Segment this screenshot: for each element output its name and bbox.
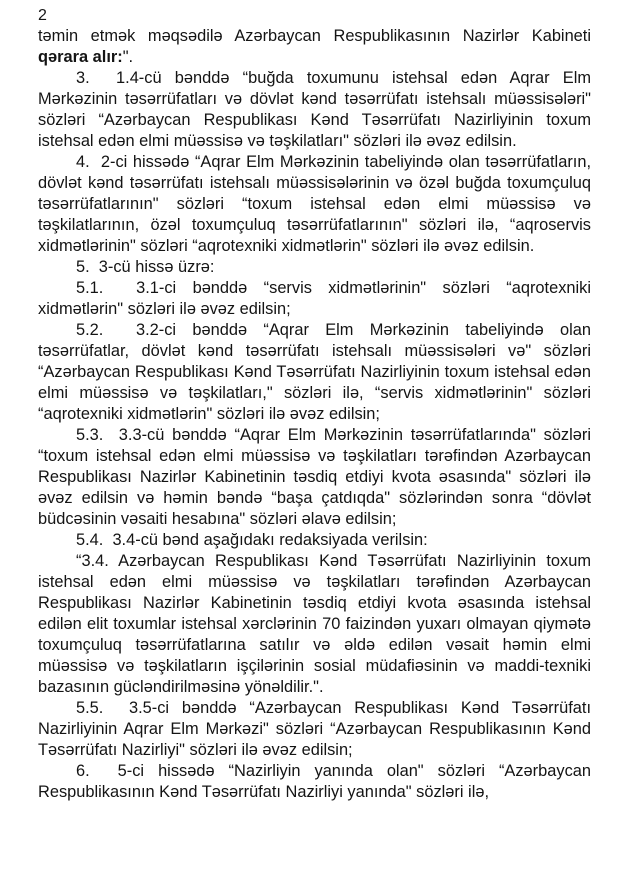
paragraph-quoted-3-4: “3.4. Azərbaycan Respublikası Kənd Təsərrüfatı Nazirliyinin toxum istehsal edən elmi müəssisə və təşkilatları tərəfindən Azərbaycan Respublikası Nazirlər Kabinetinin təsdiq etdiyi kvota əsasında istehsal edilən elit toxumlar istehsal xərclərinin 70 faizindən yuxarı olmayan qiymətə toxumçuluq təsərrüfatlarına satılır və əldə edilən vəsait həmin elmi müəssisə və təşkilatların işçilərinin sosial müdafiəsinin və maddi-texniki bazasının gücləndirilməsinə yönəldilir.". xyxy=(38,552,591,696)
paragraph-item-5-5: 5.5. 3.5-ci bənddə “Azərbaycan Respublikası Kənd Təsərrüfatı Nazirliyinin Aqrar Elm Mərkəzi" sözləri “Azərbaycan Respublikasının Kənd Təsərrüfatı Nazirliyi" sözləri ilə əvəz edilsin; xyxy=(38,699,591,759)
intro-bold-text: qərara alır: xyxy=(38,48,123,66)
paragraph-intro xyxy=(38,26,591,68)
paragraph-item-5: 5. 3-cü hissə üzrə: xyxy=(76,258,215,276)
paragraph-item-5-1: 5.1. 3.1-ci bənddə “servis xidmətlərinin" sözləri “aqrotexniki xidmətlərin" sözləri ilə əvəz edilsin; xyxy=(38,279,591,318)
paragraph-item-3: 3. 1.4-cü bənddə “buğda toxumunu istehsal edən Aqrar Elm Mərkəzinin təsərrüfatları və dövlət kənd təsərrüfatı istehsalı müəssisələri" sözləri “Azərbaycan Respublikası Kənd Təsərrüfatı Nazirliyinin toxum istehsal edən elmi müəssisə və təşkilatları" sözləri ilə əvəz edilsin. xyxy=(38,69,591,150)
intro-text-end: ". xyxy=(122,48,134,66)
paragraph-item-5-3: 5.3. 3.3-cü bənddə “Aqrar Elm Mərkəzinin təsərrüfatlarında" sözləri “toxum istehsal edən elmi müəssisə və təşkilatları tərəfindən Azərbaycan Respublikası Nazirlər Kabinetinin təsdiq etdiyi kvota əsasında" sözləri ilə əvəz edilsin və həmin bəndə “başa çatdıqda" sözlərindən sonra “dövlət büdcəsinin vəsaiti hesabına" sözləri əlavə edilsin; xyxy=(38,426,591,528)
paragraph-item-4: 4. 2-ci hissədə “Aqrar Elm Mərkəzinin tabeliyində olan təsərrüfatların, dövlət kənd təsərrüfatı istehsalı müəssisələrinin və özəl buğda toxumçuluq təsərrüfatlarının" sözləri “toxum istehsal edən elmi müəssisə və təşkilatlarının, özəl toxumçuluq təsərrüfatlarının" sözləri ilə, “aqroservis xidmətlərinin" sözləri “aqrotexniki xidmətlərin" sözləri ilə əvəz edilsin. xyxy=(38,153,591,255)
paragraph-item-5-4: 5.4. 3.4-cü bənd aşağıdakı redaksiyada verilsin: xyxy=(76,531,428,549)
paragraph-item-6: 6. 5-ci hissədə “Nazirliyin yanında olan" sözləri “Azərbaycan Respublikasının Kənd Təsərrüfatı Nazirliyi yanında" sözləri ilə, xyxy=(38,762,591,801)
intro-text-start: təmin etmək məqsədilə Azərbaycan Respublikasının Nazirlər Kabineti xyxy=(38,27,591,45)
paragraph-item-5-2: 5.2. 3.2-ci bənddə “Aqrar Elm Mərkəzinin tabeliyində olan təsərrüfatlar, dövlət kənd təsərrüfatı istehsalı müəssisələri və" sözləri “Azərbaycan Respublikası Kənd Təsərrüfatı Nazirliyinin toxum istehsal edən elmi müəssisə və təşkilatları," sözləri ilə, “servis xidmətlərinin" sözləri “aqrotexniki xidmətlərin" sözləri ilə əvəz edilsin; xyxy=(38,321,591,423)
page-number: 2 xyxy=(38,7,47,24)
document-body xyxy=(38,26,591,803)
